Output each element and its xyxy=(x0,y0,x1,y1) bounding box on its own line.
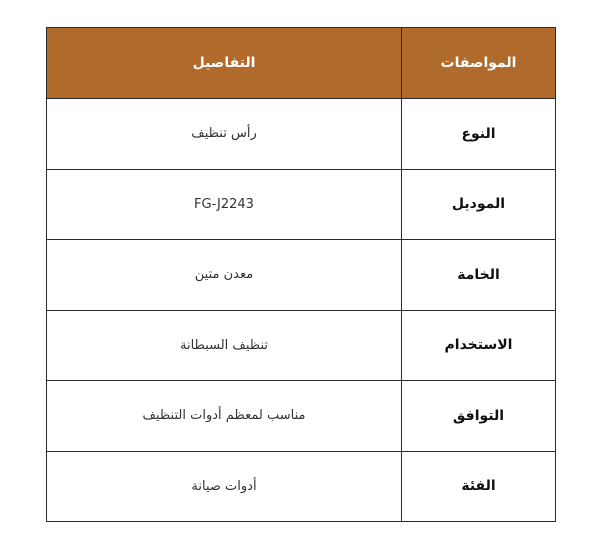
table-row xyxy=(47,451,556,522)
spec-value-material: معدن متين xyxy=(47,240,402,311)
table-header-row xyxy=(47,28,556,99)
table-row xyxy=(47,381,556,452)
spec-name-type: النوع xyxy=(402,99,556,170)
table-row xyxy=(47,169,556,240)
specifications-table xyxy=(46,27,556,522)
header-specifications: المواصفات xyxy=(402,28,556,99)
spec-value-category: أدوات صيانة xyxy=(47,451,402,522)
spec-value-compatibility: مناسب لمعظم أدوات التنظيف xyxy=(47,381,402,452)
table-row xyxy=(47,310,556,381)
spec-value-type: رأس تنظيف xyxy=(47,99,402,170)
spec-name-usage: الاستخدام xyxy=(402,310,556,381)
spec-name-compatibility: التوافق xyxy=(402,381,556,452)
table-row xyxy=(47,240,556,311)
spec-name-category: الفئة xyxy=(402,451,556,522)
table-row xyxy=(47,99,556,170)
spec-value-model: FG-J2243 xyxy=(47,169,402,240)
spec-value-usage: تنظيف السبطانة xyxy=(47,310,402,381)
spec-name-material: الخامة xyxy=(402,240,556,311)
spec-name-model: الموديل xyxy=(402,169,556,240)
header-details: التفاصيل xyxy=(47,28,402,99)
